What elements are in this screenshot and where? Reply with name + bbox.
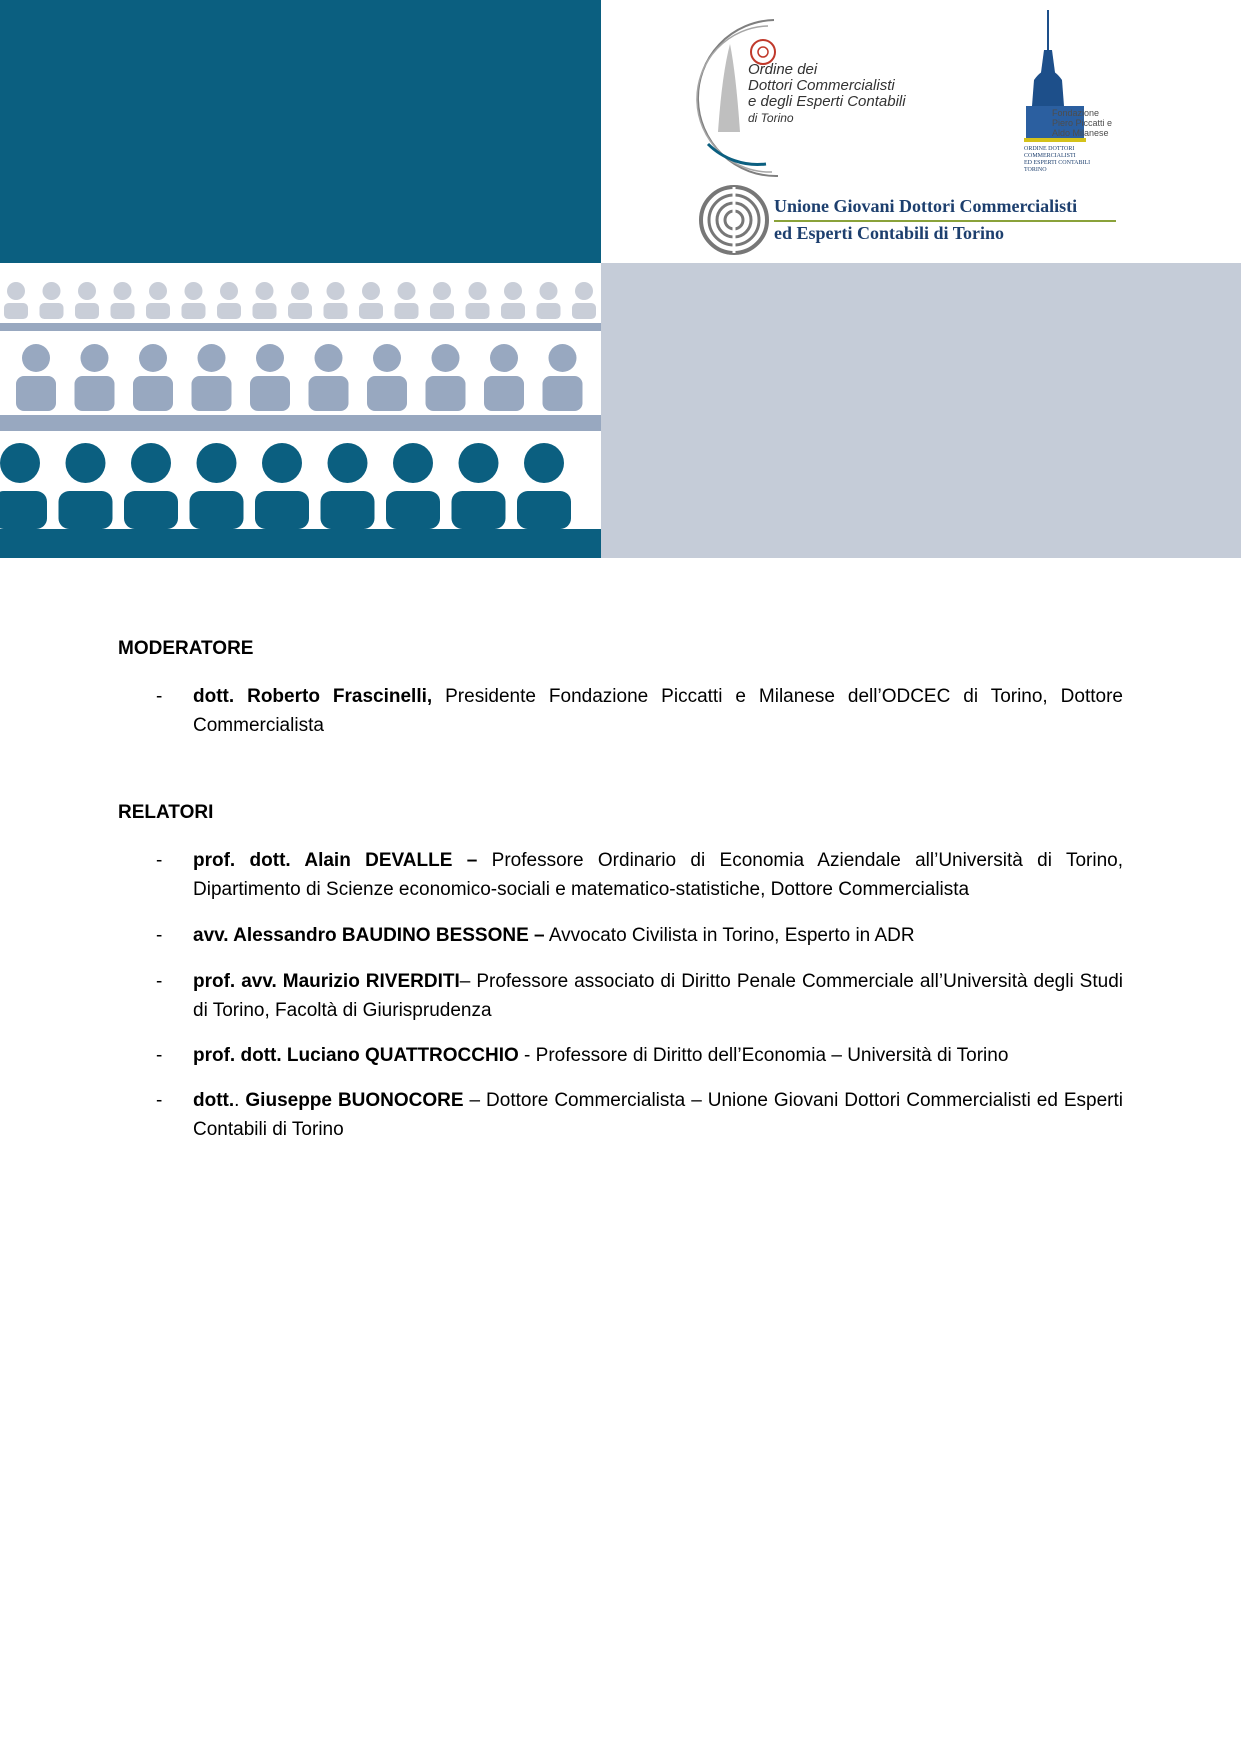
audience-illustration (0, 263, 601, 558)
ordine-commercialisti-logo (678, 14, 1008, 184)
moderatore-name: dott. Roberto Frascinelli, (193, 686, 433, 707)
relatore-title: dott. (193, 1090, 235, 1111)
ungdc-logo (696, 182, 1126, 258)
relatore-description: Professore Ordinario di Economia Aziendale all’Università di Torino, Dipartimento di Scienze economico-sociali e matematico-statistiche, Dottore Commercialista (193, 850, 1123, 900)
relatore-name: Giuseppe BUONOCORE (245, 1090, 464, 1111)
moderatore-item (118, 682, 1123, 740)
relatore-item (118, 846, 1123, 904)
fondazione-line-3: Aldo Milanese (1052, 128, 1109, 138)
relatore-name: prof. dott. Alain DEVALLE – (193, 850, 478, 871)
relatore-description: – Professore associato di Diritto Penale Commerciale all’Università degli Studi di Torino, Facoltà di Giurisprudenza (193, 971, 1123, 1021)
list-dash: - (156, 1045, 163, 1066)
fondazione-small-4: TORINO (1024, 167, 1047, 173)
fondazione-small-2: COMMERCIALISTI (1024, 153, 1076, 159)
ordine-line-4: di Torino (748, 111, 794, 125)
moderatore-description: Presidente Fondazione Piccatti e Milanese dell’ODCEC di Torino, Dottore Commercialista (193, 686, 1123, 736)
ungdc-line-1: Unione Giovani Dottori Commercialisti (774, 196, 1078, 216)
header-grey-block (601, 263, 1241, 558)
list-dash: - (156, 925, 163, 946)
relatore-description: – Dottore Commercialista – Unione Giovani Dottori Commercialisti ed Esperti Contabili di Torino (193, 1090, 1123, 1140)
ungdc-divider (774, 220, 1116, 222)
ungdc-line-2: ed Esperti Contabili di Torino (774, 223, 1005, 243)
ordine-line-2: Dottori Commercialisti (748, 77, 895, 94)
header-blue-block (0, 0, 601, 263)
relatori-heading: RELATORI (118, 802, 214, 823)
relatore-name: avv. Alessandro BAUDINO BESSONE – (193, 925, 545, 946)
moderatore-heading: MODERATORE (118, 638, 254, 659)
relatore-name: prof. avv. Maurizio RIVERDITI (193, 971, 460, 992)
labyrinth-icon (696, 182, 772, 258)
relatore-item (118, 1041, 1123, 1070)
ordine-line-1: Ordine dei (748, 61, 818, 78)
fondazione-small-1: ORDINE DOTTORI (1024, 146, 1075, 152)
relatore-item (118, 921, 1123, 950)
fondazione-line-1: Fondazione (1052, 108, 1100, 118)
relatore-description: Avvocato Civilista in Torino, Esperto in ADR (544, 925, 915, 946)
list-dash: - (156, 686, 163, 707)
fondazione-piccatti-milanese-logo (1020, 10, 1120, 180)
fondazione-line-2: Piero Piccatti e (1052, 118, 1113, 128)
ordine-line-3: e degli Esperti Contabili (748, 93, 906, 110)
relatore-description: - Professore di Diritto dell’Economia – Università di Torino (518, 1045, 1009, 1066)
fondazione-small-3: ED ESPERTI CONTABILI (1024, 160, 1091, 166)
list-dash: - (156, 850, 163, 871)
list-dash: - (156, 1090, 163, 1111)
relatore-item (118, 967, 1123, 1025)
relatore-name: prof. dott. Luciano QUATTROCCHIO (193, 1045, 519, 1066)
relatore-item (118, 1086, 1123, 1144)
relatore-separator: . (234, 1090, 246, 1111)
list-dash: - (156, 971, 163, 992)
